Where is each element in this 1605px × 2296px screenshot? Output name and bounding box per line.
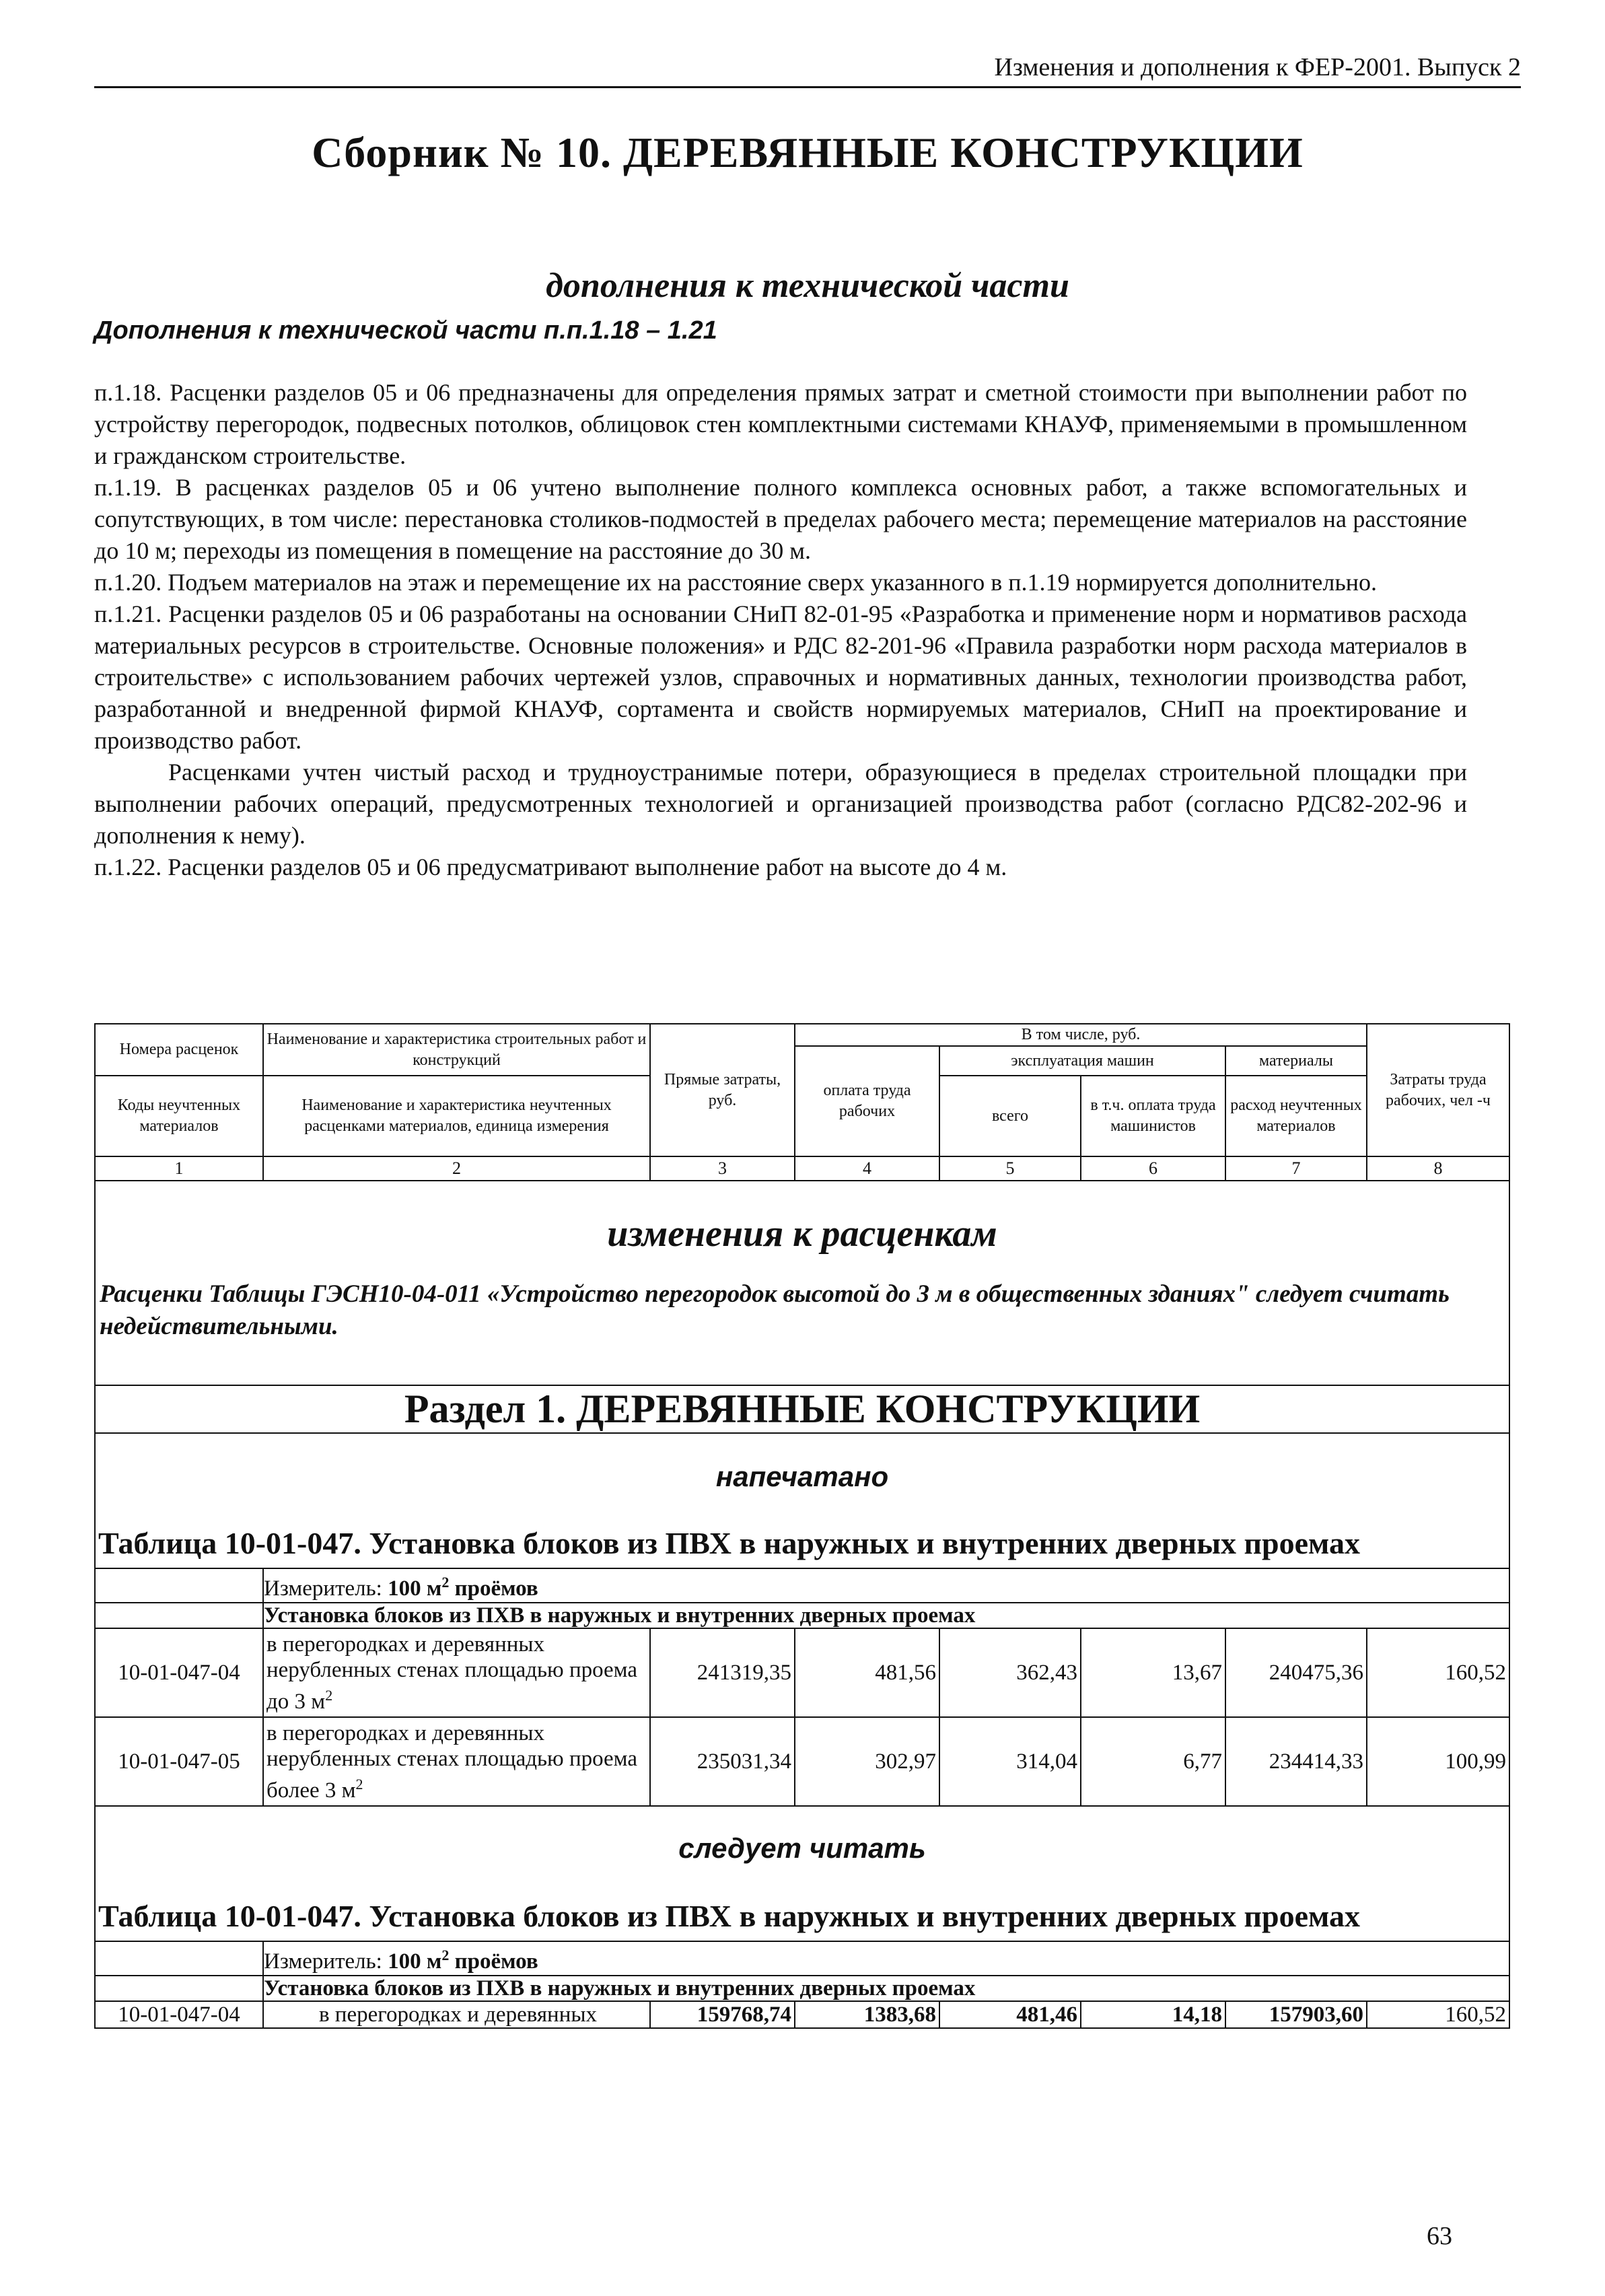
machinists-pay: 6,77 [1081,1717,1225,1806]
rate-code: 10-01-047-04 [95,1628,263,1717]
header-machines-total: всего [939,1076,1081,1156]
paragraph-1-22: п.1.22. Расценки разделов 05 и 06 предусматривают выполнение работ на высоте до 4 м. [94,854,1007,880]
technical-part-text [94,377,1467,883]
meter-value: 100 м [388,1576,442,1601]
rate-description [263,1628,650,1717]
supplement-heading: дополнения к технической части [546,267,1069,305]
header-material-usage: расход неучтенных материалов [1225,1076,1367,1156]
changes-heading: изменения к расценкам [607,1213,997,1255]
rate-code: 10-01-047-05 [95,1717,263,1806]
paragraph-1-18: п.1.18. Расценки разделов 05 и 06 предназначены для определения прямых затрат и сметной стоимости при выполнении работ по устройству перегородок, подвесных потолков, облицовок стен комплектными системами КНАУФ, применяемыми в промышленном и гражданском строительстве. [94,379,1467,469]
header-machines: эксплуатация машин [939,1046,1225,1076]
labor-pay: 1383,68 [795,2001,939,2028]
header-labor-costs: Затраты труда рабочих, чел -ч [1367,1024,1509,1156]
rate-description: в перегородках и деревянных [263,2001,650,2028]
table-row [95,1717,1509,1806]
meter-sup: 2 [441,1574,450,1591]
labor-pay: 481,56 [795,1628,939,1717]
paragraph-1-19: п.1.19. В расценках разделов 05 и 06 учтено выполнение полного комплекса основных работ, а также вспомогательных и сопутствующих, в том числе: перестановка столиков-подмостей в пределах рабочего места; перемещение материалов на расстояние до 10 м; переходы из помещения в помещение на расстояние до 30 м. [94,474,1467,564]
direct-costs: 235031,34 [650,1717,795,1806]
header-machinists-pay: в т.ч. оплата труда машинистов [1081,1076,1225,1156]
header-work-name: Наименование и характеристика строительных работ и конструкций [263,1024,650,1076]
rate-description-text: в перегородках и деревянных нерубленных стенах площадью проема до 3 м [266,1632,637,1714]
rate-description-sup: 2 [325,1686,333,1704]
labor-pay: 302,97 [795,1717,939,1806]
collection-title: Сборник № 10. ДЕРЕВЯННЫЕ КОНСТРУКЦИИ [312,129,1304,176]
header-including: В том числе, руб. [795,1024,1367,1046]
rate-code: 10-01-047-04 [95,2001,263,2028]
machines-total: 314,04 [939,1717,1081,1806]
header-direct-costs: Прямые затраты, руб. [650,1024,795,1156]
meter-prefix: Измеритель: [264,1949,388,1974]
read-subgroup: Установка блоков из ПХВ в наружных и внутренних дверных проемах [263,1976,1509,2001]
column-number: 2 [263,1156,650,1181]
meter-value: 100 м [388,1949,442,1974]
column-number: 3 [650,1156,795,1181]
rates-table-block [94,1023,1510,2029]
machinists-pay: 14,18 [1081,2001,1225,2028]
header-rate-numbers: Номера расценок [95,1024,263,1076]
header-labor-pay: оплата труда рабочих [795,1046,939,1156]
running-head: Изменения и дополнения к ФЕР-2001. Выпуск 2 [994,53,1521,81]
labor-hours: 160,52 [1367,1628,1509,1717]
materials: 240475,36 [1225,1628,1367,1717]
supplement-subheading: Дополнения к технической части п.п.1.18 – 1.21 [94,316,717,345]
meter-sup: 2 [441,1947,450,1963]
machinists-pay: 13,67 [1081,1628,1225,1717]
column-number: 4 [795,1156,939,1181]
meter-suffix: проёмов [449,1576,538,1601]
labor-hours: 100,99 [1367,1717,1509,1806]
column-number: 6 [1081,1156,1225,1181]
header-rule [94,86,1521,88]
meter-suffix: проёмов [449,1949,538,1974]
rate-description-sup: 2 [355,1775,363,1793]
machines-total: 481,46 [939,2001,1081,2028]
header-materials: материалы [1225,1046,1367,1076]
labor-hours: 160,52 [1367,2001,1509,2028]
printed-meter [263,1568,1509,1603]
rates-table [94,1023,1510,2029]
column-number: 1 [95,1156,263,1181]
read-table-title: Таблица 10-01-047. Установка блоков из ПВХ в наружных и внутренних дверных проемах [98,1899,1361,1933]
machines-total: 362,43 [939,1628,1081,1717]
printed-subgroup: Установка блоков из ПХВ в наружных и внутренних дверных проемах [263,1603,1509,1628]
materials: 234414,33 [1225,1717,1367,1806]
table-row [95,1628,1509,1717]
column-number: 8 [1367,1156,1509,1181]
paragraph-1-21: п.1.21. Расценки разделов 05 и 06 разработаны на основании СНиП 82-01-95 «Разработка и применение норм и нормативов расхода материальных ресурсов в строительстве. Основные положения» и РДС 82-201-96 «Правила разработки норм расхода материалов в строительстве» с использованием рабочих чертежей узлов, справочных и нормативных данных, технологии производства работ, разработанной и внедренной фирмой КНАУФ, сортамента и свойств нормируемых материалов, СНиП на проектирование и производство работ. [94,600,1467,754]
meter-prefix: Измеритель: [264,1576,388,1601]
direct-costs: 159768,74 [650,2001,795,2028]
page-number: 63 [1427,2222,1452,2250]
section-title: Раздел 1. ДЕРЕВЯННЫЕ КОНСТРУКЦИИ [95,1385,1509,1433]
column-number: 5 [939,1156,1081,1181]
printed-label: напечатано [715,1461,889,1492]
materials: 157903,60 [1225,2001,1367,2028]
table-row [95,2001,1509,2028]
header-material-codes: Коды неучтенных материалов [95,1076,263,1156]
direct-costs: 241319,35 [650,1628,795,1717]
paragraph-losses: Расценками учтен чистый расход и трудноустранимые потери, образующиеся в пределах строительной площадки при выполнении рабочих операций, предусмотренных технологией и организацией производства работ (согласно РДС82-202-96 и дополнения к нему). [94,759,1467,849]
rate-description [263,1717,650,1806]
read-label: следует читать [678,1832,926,1864]
paragraph-1-20: п.1.20. Подъем материалов на этаж и перемещение их на расстояние сверх указанного в п.1.19 нормируется дополнительно. [94,569,1377,596]
changes-note: Расценки Таблицы ГЭСН10-04-011 «Устройство перегородок высотой до 3 м в общественных зданиях" следует считать недействительными. [100,1280,1450,1340]
printed-table-title: Таблица 10-01-047. Установка блоков из ПВХ в наружных и внутренних дверных проемах [98,1526,1361,1560]
header-material-names: Наименование и характеристика неучтенных расценками материалов, единица измерения [263,1076,650,1156]
column-number: 7 [1225,1156,1367,1181]
read-meter [263,1941,1509,1976]
rate-description-text: в перегородках и деревянных нерубленных стенах площадью проема более 3 м [266,1720,637,1803]
